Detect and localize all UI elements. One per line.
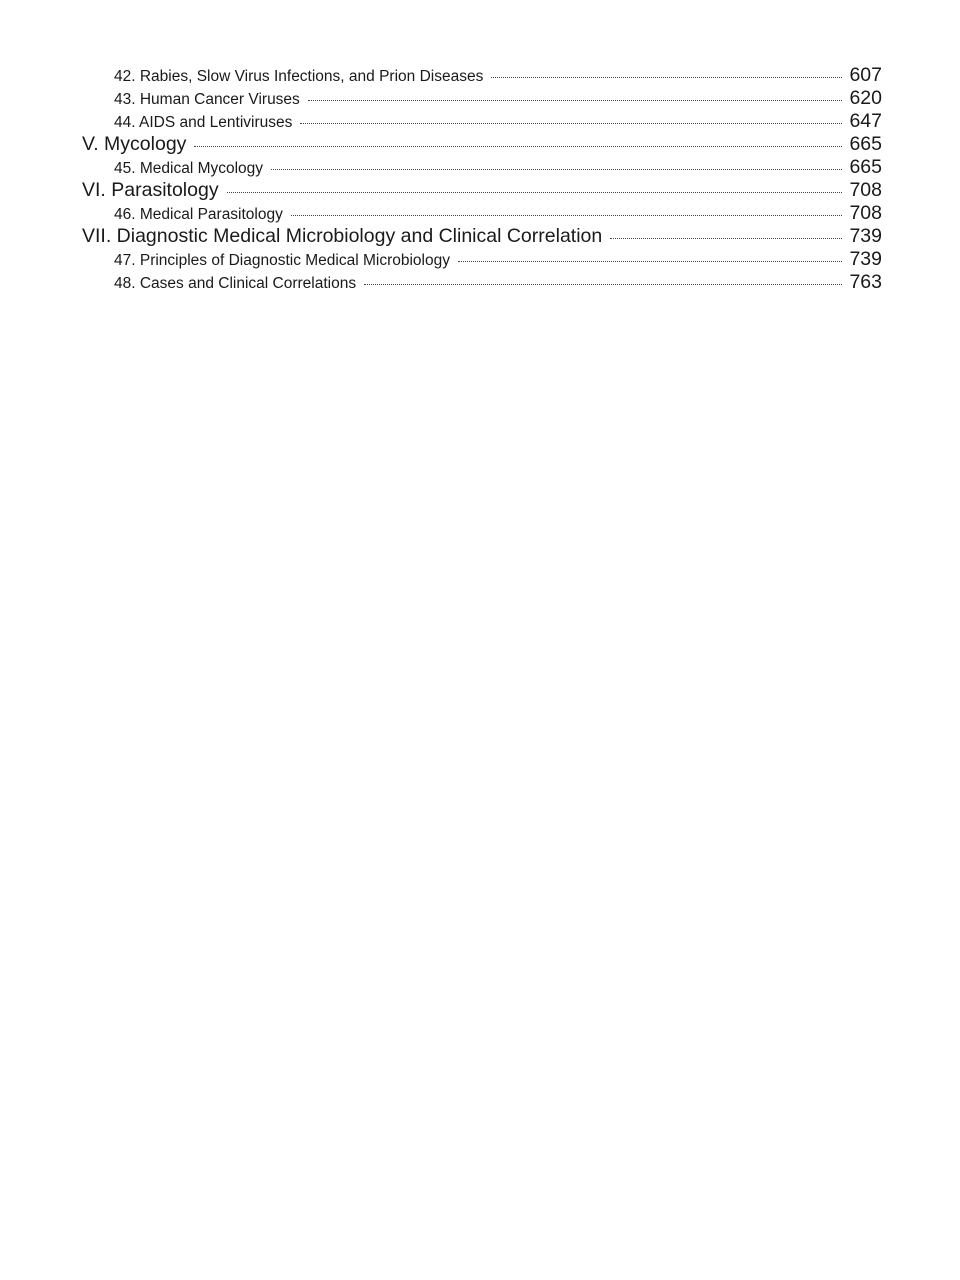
toc-entry-section-vi: [82, 179, 882, 202]
toc-entry-title: 47. Principles of Diagnostic Medical Microbiology: [114, 252, 450, 269]
toc-entry-chapter-43: [82, 87, 882, 110]
toc-entry-page-number: 665: [849, 156, 882, 178]
toc-entry-chapter-48: [82, 271, 882, 294]
toc-entry-page-number: 708: [849, 179, 882, 201]
toc-section-title: VI. Parasitology: [82, 179, 219, 201]
toc-entry-chapter-42: [82, 64, 882, 87]
toc-entry-chapter-46: [82, 202, 882, 225]
toc-entry-title: 48. Cases and Clinical Correlations: [114, 275, 357, 292]
toc-entry-page-number: 708: [849, 202, 882, 224]
dot-leader: [291, 215, 842, 216]
toc-entry-title: 46. Medical Parasitology: [114, 206, 283, 223]
toc-entry-page-number: 607: [849, 64, 882, 86]
dot-leader: [458, 261, 842, 262]
table-of-contents: [82, 64, 882, 294]
toc-entry-section-vii: [82, 225, 882, 248]
dot-leader: [300, 123, 842, 124]
toc-section-title: V. Mycology: [82, 133, 187, 155]
toc-entry-title: 45. Medical Mycology: [114, 160, 264, 177]
toc-entry-page-number: 739: [849, 248, 882, 270]
toc-entry-title: 43. Human Cancer Viruses: [114, 91, 300, 108]
toc-entry-title: 44. AIDS and Lentiviruses: [114, 114, 293, 131]
toc-entry-page-number: 647: [849, 110, 882, 132]
dot-leader: [491, 77, 842, 78]
toc-entry-chapter-44: [82, 110, 882, 133]
dot-leader: [227, 192, 842, 193]
toc-section-title: VII. Diagnostic Medical Microbiology and Clinical Correlation: [82, 225, 603, 247]
toc-entry-page-number: 620: [849, 87, 882, 109]
toc-entry-section-v: [82, 133, 882, 156]
toc-entry-page-number: 739: [849, 225, 882, 247]
toc-entry-chapter-47: [82, 248, 882, 271]
dot-leader: [308, 100, 842, 101]
toc-entry-title: 42. Rabies, Slow Virus Infections, and Prion Diseases: [114, 68, 484, 85]
dot-leader: [271, 169, 842, 170]
dot-leader: [610, 238, 842, 239]
toc-entry-chapter-45: [82, 156, 882, 179]
dot-leader: [194, 146, 842, 147]
toc-entry-page-number: 665: [849, 133, 882, 155]
dot-leader: [364, 284, 842, 285]
toc-entry-page-number: 763: [849, 271, 882, 293]
